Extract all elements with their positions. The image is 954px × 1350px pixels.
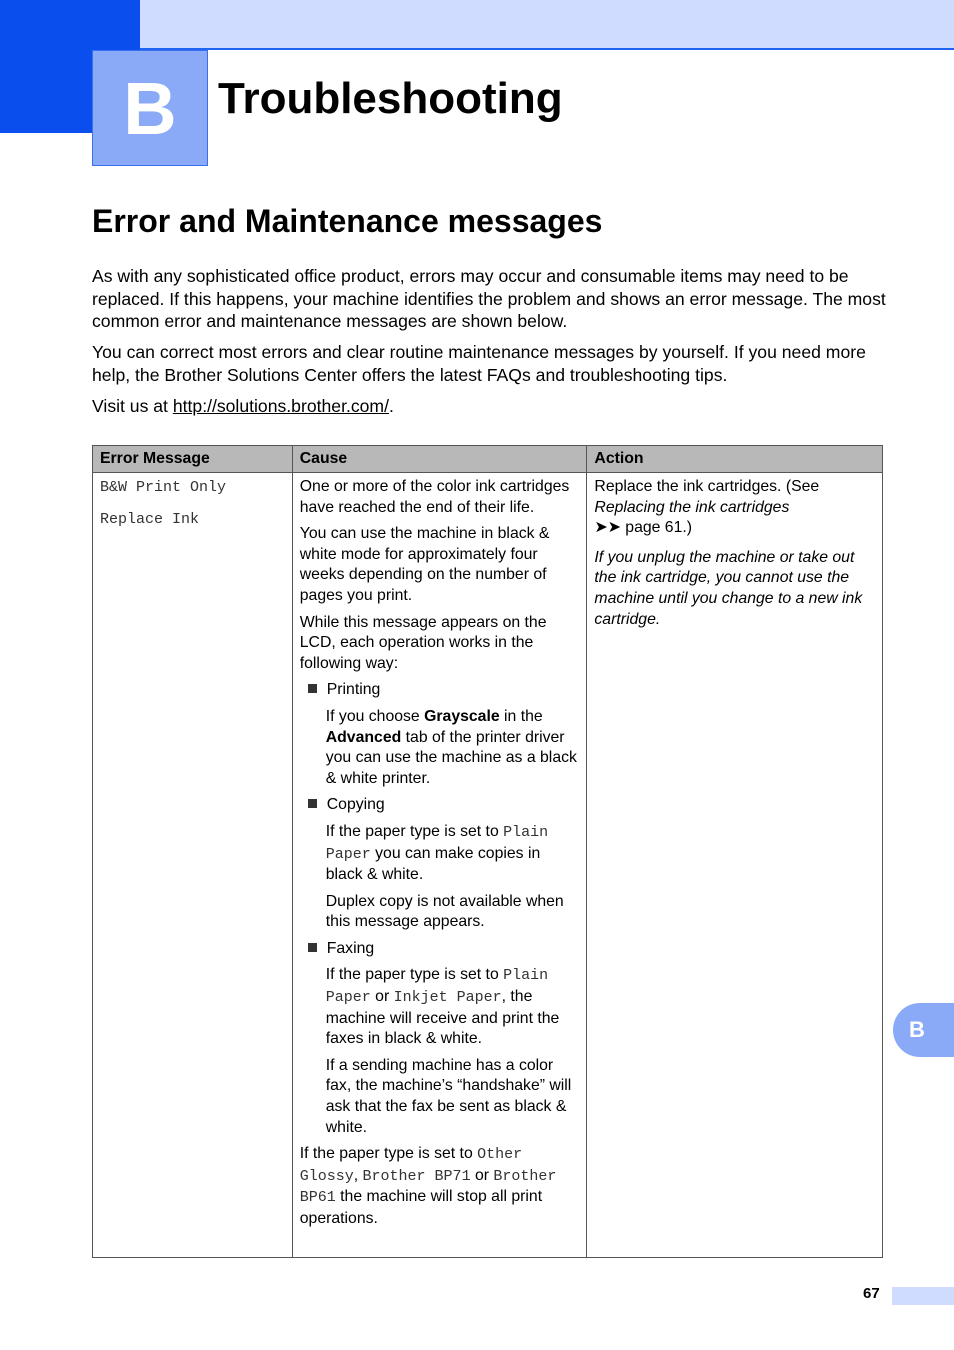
visit-prefix: Visit us at (92, 396, 173, 416)
bullet-faxing: Faxing (308, 939, 580, 960)
faxing-handshake-note: If a sending machine has a color fax, the machine’s “handshake” will ask that the fax be sent as black & white. (325, 1056, 572, 1136)
intro-paragraph-1: As with any sophisticated office product, errors may occur and consumable items may need to be replaced. If this happens, your machine identifies the problem and shows an error message. The most common error and maintenance messages are shown below. (92, 266, 886, 331)
cause-text-2: You can use the machine in black & white mode for approximately four weeks depending on the number of pages you print. (299, 525, 550, 604)
cause-cell (292, 473, 587, 1258)
header-cause: Cause (292, 446, 587, 473)
chapter-side-tab: B (893, 1003, 954, 1057)
square-bullet-icon (308, 943, 317, 952)
error-table (92, 445, 883, 1258)
printing-detail: If you choose Grayscale in the Advanced tab of the printer driver you can use the machine as a black & white printer. (325, 707, 577, 787)
faxing-detail: If the paper type is set to Plain Paper or Inkjet Paper, the machine will receive and print the faxes in black & white. (325, 966, 560, 1048)
action-note: If you unplug the machine or take out the ink cartridge, you cannot use the machine until you change to a new ink cartridge. (594, 548, 863, 628)
visit-suffix: . (388, 396, 394, 416)
bullet-copying: Copying (308, 795, 580, 816)
action-cell (587, 473, 883, 1258)
visit-paragraph (92, 395, 892, 418)
action-replace: Replace the ink cartridges. (See Replacing the ink cartridges ➤➤ page 61.) (594, 478, 820, 537)
page-number: 67 (863, 1285, 880, 1302)
error-message-bw: B&W Print Only (100, 479, 227, 496)
cause-text-3: While this message appears on the LCD, each operation works in the following way: (299, 613, 547, 672)
header-action: Action (587, 446, 883, 473)
error-message-cell (93, 473, 293, 1258)
solutions-link[interactable]: http://solutions.brother.com/ (172, 396, 389, 416)
copying-detail: If the paper type is set to Plain Paper you can make copies in black & white. (325, 822, 549, 884)
table-header-row (93, 446, 883, 473)
chapter-title: Troubleshooting (218, 74, 563, 123)
copying-duplex-note: Duplex copy is not available when this message appears. (325, 892, 564, 931)
square-bullet-icon (308, 799, 317, 808)
error-message-replace-ink: Replace Ink (100, 510, 200, 528)
bullet-printing: Printing (308, 680, 580, 701)
double-arrow-icon: ➤➤ (594, 519, 621, 537)
intro-paragraph-2: You can correct most errors and clear routine maintenance messages by yourself. If you need more help, the Brother Solutions Center offers the latest FAQs and troubleshooting tips. (92, 342, 866, 385)
table-row (93, 473, 883, 1258)
cause-final: If the paper type is set to Other Glossy, Brother BP71 or Brother BP61 the machine will stop all print operations. (299, 1145, 557, 1227)
header-error-message: Error Message (93, 446, 293, 473)
square-bullet-icon (308, 684, 317, 693)
cause-text-1: One or more of the color ink cartridges have reached the end of their life. (299, 478, 570, 516)
page-number-bar (892, 1287, 954, 1305)
chapter-letter: B (92, 50, 208, 166)
header-band (140, 0, 954, 50)
action-reference: Replacing the ink cartridges (594, 498, 790, 516)
section-title: Error and Maintenance messages (92, 203, 603, 239)
